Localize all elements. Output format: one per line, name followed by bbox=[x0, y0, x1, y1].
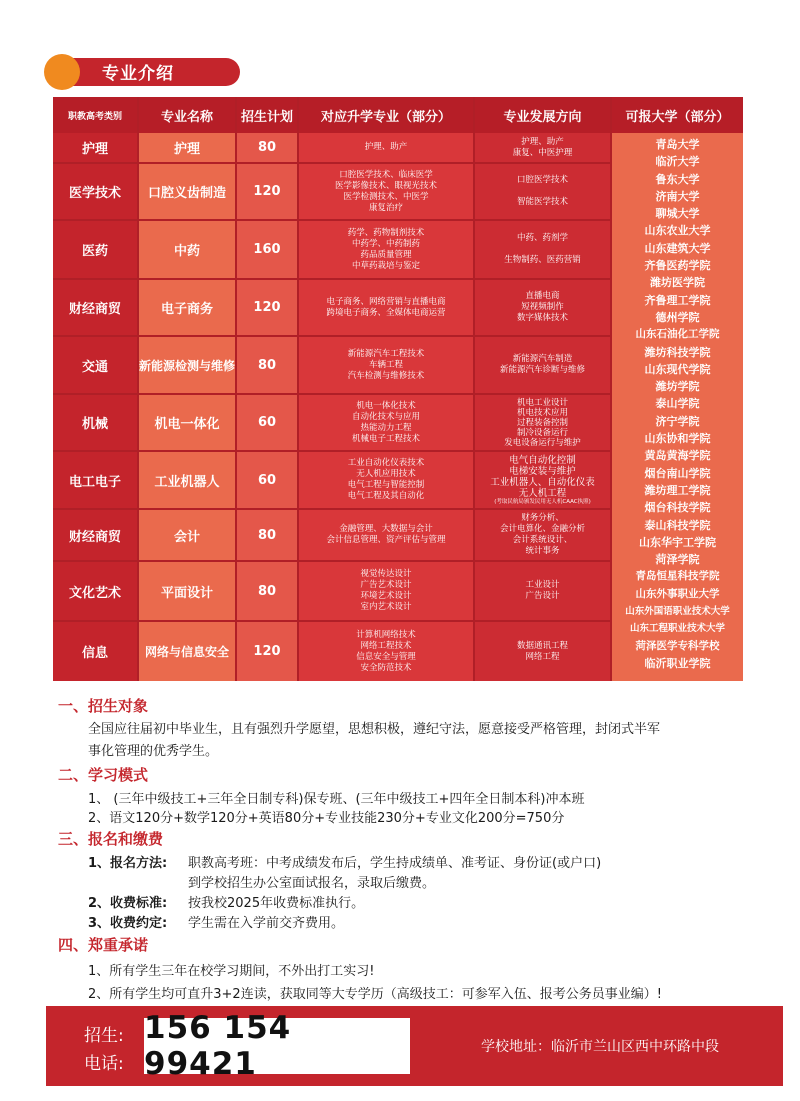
row-category: 医药 bbox=[53, 221, 137, 278]
row-plan: 120 bbox=[237, 164, 297, 219]
row-related bbox=[299, 395, 473, 450]
university-item: 山东工程职业技术大学 bbox=[629, 623, 725, 635]
direction-line: 新能源汽车制造 bbox=[512, 354, 573, 364]
university-item: 潍坊理工学院 bbox=[644, 483, 711, 497]
university-item: 青岛大学 bbox=[655, 138, 700, 151]
row-major: 工业机器人 bbox=[139, 452, 235, 508]
row-plan: 80 bbox=[237, 133, 297, 162]
university-item: 山东建筑大学 bbox=[644, 241, 711, 255]
direction-line: 数字媒体技术 bbox=[516, 313, 568, 323]
direction-line: 网络工程 bbox=[525, 651, 560, 662]
school-address: 学校地址：临沂市兰山区西中环路中段 bbox=[481, 1039, 719, 1055]
section-text: 全国应往届初中毕业生，且有强烈升学愿望，思想积极，遵纪守法，愿意接受严格管理，封闭式半军 bbox=[88, 722, 661, 737]
row-related bbox=[299, 622, 473, 681]
row-category: 交通 bbox=[53, 337, 137, 393]
university-item: 济宁学院 bbox=[655, 414, 700, 428]
direction-line: 中药、药剂学 bbox=[516, 233, 568, 243]
section-text: 事化管理的优秀学生。 bbox=[88, 744, 219, 759]
direction-line: 财务分析、 bbox=[521, 513, 564, 523]
related-line: 汽车检测与维修技术 bbox=[347, 370, 425, 381]
related-line: 网络工程技术 bbox=[360, 640, 412, 651]
university-item: 临沂大学 bbox=[655, 155, 700, 169]
related-line: 金融管理、大数据与会计 bbox=[339, 524, 433, 534]
row-direction bbox=[475, 280, 610, 335]
direction-line: 护理、助产 bbox=[521, 136, 564, 147]
related-line: 无人机应用技术 bbox=[356, 469, 416, 479]
row-direction bbox=[475, 133, 610, 162]
row-major: 新能源检测与维修 bbox=[139, 337, 235, 393]
direction-line: 短视频制作 bbox=[521, 302, 564, 312]
row-plan: 80 bbox=[237, 337, 297, 393]
row-major: 会计 bbox=[139, 510, 235, 560]
university-item: 山东外国语职业技术大学 bbox=[625, 606, 730, 618]
row-related bbox=[299, 510, 473, 560]
related-line: 安全防范技术 bbox=[360, 662, 412, 673]
university-item: 山东农业大学 bbox=[644, 224, 711, 238]
fee-agreement-label: 3、收费约定: bbox=[88, 916, 168, 931]
col-header-plan: 招生计划 bbox=[237, 97, 297, 133]
related-line: 医学影像技术、眼视光技术 bbox=[334, 180, 437, 191]
direction-line: 发电设备运行与维护 bbox=[504, 437, 581, 448]
row-direction bbox=[475, 221, 610, 278]
university-item: 德州学院 bbox=[655, 310, 700, 324]
row-category: 机械 bbox=[53, 395, 137, 450]
direction-line: 电气自动化控制 bbox=[509, 454, 576, 466]
related-line: 口腔医学技术、临床医学 bbox=[339, 169, 433, 180]
related-line: 中药学、中药制药 bbox=[351, 238, 420, 249]
row-direction bbox=[475, 337, 610, 393]
section-title-enrollment-target: 一、招生对象 bbox=[58, 697, 149, 715]
universities-list bbox=[612, 133, 743, 681]
direction-line: 康复、中医护理 bbox=[512, 147, 573, 158]
direction-line: 会计系统设计、 bbox=[512, 535, 573, 545]
col-header-related: 对应升学专业（部分） bbox=[299, 97, 473, 133]
phone-label: 电话: bbox=[84, 1054, 124, 1074]
row-direction bbox=[475, 562, 610, 620]
row-major: 机电一体化 bbox=[139, 395, 235, 450]
section-text: 2、语文120分+数学120分+英语80分+专业技能230分+专业文化200分=750分 bbox=[88, 811, 565, 826]
header-title: 专业介绍 bbox=[102, 64, 174, 84]
university-item: 烟台南山学院 bbox=[644, 466, 711, 480]
direction-line: 智能医学技术 bbox=[516, 197, 568, 207]
row-direction bbox=[475, 452, 610, 508]
row-plan: 80 bbox=[237, 510, 297, 560]
col-header-direction: 专业发展方向 bbox=[475, 97, 610, 133]
university-item: 山东华宇工学院 bbox=[639, 535, 716, 549]
row-related bbox=[299, 452, 473, 508]
university-item: 菏泽学院 bbox=[655, 553, 700, 567]
university-item: 烟台科技学院 bbox=[644, 501, 711, 515]
registration-method-text: 到学校招生办公室面试报名，录取后缴费。 bbox=[188, 876, 436, 891]
section-title-registration-fees: 三、报名和缴费 bbox=[58, 830, 164, 848]
related-line: 电气工程及其自动化 bbox=[347, 491, 425, 501]
university-item: 鲁东大学 bbox=[655, 172, 700, 186]
university-item: 山东协和学院 bbox=[644, 432, 711, 446]
row-plan: 80 bbox=[237, 562, 297, 620]
section-text: 2、所有学生均可直升3+2连读，获取同等大专学历（高级技工：可参军入伍、报考公务员事业编）! bbox=[88, 987, 662, 1002]
direction-line: 机电工业设计 bbox=[516, 397, 568, 408]
university-item: 齐鲁医药学院 bbox=[644, 259, 711, 273]
section-title-study-mode: 二、学习模式 bbox=[58, 766, 149, 784]
phone-number[interactable]: 156 154 99421 bbox=[144, 1018, 410, 1074]
university-item: 齐鲁理工学院 bbox=[644, 293, 711, 307]
col-header-category: 职教高考类别 bbox=[53, 97, 137, 133]
row-category: 医学技术 bbox=[53, 164, 137, 219]
row-related bbox=[299, 562, 473, 620]
related-line: 药学、药物制剂技术 bbox=[347, 227, 425, 238]
university-item: 聊城大学 bbox=[655, 207, 700, 221]
university-item: 潍坊科技学院 bbox=[644, 345, 711, 359]
direction-line: 广告设计 bbox=[525, 591, 560, 601]
majors-table bbox=[53, 97, 743, 681]
fee-standard-label: 2、收费标准: bbox=[88, 896, 168, 911]
related-line: 热能动力工程 bbox=[360, 422, 412, 433]
row-category: 护理 bbox=[53, 133, 137, 162]
university-item: 山东现代学院 bbox=[644, 362, 711, 376]
row-major: 中药 bbox=[139, 221, 235, 278]
row-plan: 120 bbox=[237, 622, 297, 681]
related-line: 中草药栽培与鉴定 bbox=[351, 260, 420, 271]
related-line: 室内艺术设计 bbox=[360, 602, 412, 612]
registration-method-text: 职教高考班：中考成绩发布后，学生持成绩单、准考证、身份证(或户口) bbox=[188, 856, 602, 871]
related-line: 环境艺术设计 bbox=[360, 591, 412, 601]
section-header bbox=[44, 54, 240, 88]
fee-agreement-text: 学生需在入学前交齐费用。 bbox=[188, 916, 345, 931]
row-related bbox=[299, 164, 473, 219]
related-line: 康复治疗 bbox=[368, 202, 403, 213]
row-direction bbox=[475, 164, 610, 219]
university-item: 青岛恒星科技学院 bbox=[635, 570, 720, 583]
university-item: 山东外事职业大学 bbox=[635, 587, 720, 600]
section-title-commitment: 四、郑重承诺 bbox=[58, 936, 149, 954]
related-line: 药品质量管理 bbox=[360, 249, 412, 260]
row-plan: 160 bbox=[237, 221, 297, 278]
related-line: 医学检测技术、中医学 bbox=[343, 191, 429, 202]
direction-line: 生物制药、医药营销 bbox=[504, 255, 581, 265]
col-header-universities: 可报大学（部分） bbox=[612, 97, 743, 133]
related-line: 护理、助产 bbox=[364, 142, 408, 152]
row-plan: 60 bbox=[237, 395, 297, 450]
university-item: 潍坊医学院 bbox=[650, 276, 705, 290]
row-category: 信息 bbox=[53, 622, 137, 681]
row-related bbox=[299, 337, 473, 393]
related-line: 新能源汽车工程技术 bbox=[347, 348, 425, 359]
fee-standard-text: 按我校2025年收费标准执行。 bbox=[188, 896, 365, 911]
direction-line: 口腔医学技术 bbox=[516, 175, 568, 185]
related-line: 视觉传达设计 bbox=[360, 569, 412, 579]
university-item: 济南大学 bbox=[655, 189, 700, 203]
direction-line: 制冷设备运行 bbox=[516, 427, 568, 438]
row-plan: 60 bbox=[237, 452, 297, 508]
registration-method-label: 1、报名方法: bbox=[88, 856, 168, 871]
section-text: 1、 (三年中级技工+三年全日制专科)保专班、(三年中级技工+四年全日制本科)冲本班 bbox=[88, 792, 585, 807]
university-item: 潍坊学院 bbox=[655, 380, 700, 394]
col-header-major: 专业名称 bbox=[139, 97, 235, 133]
related-line: 车辆工程 bbox=[368, 359, 403, 370]
direction-line: 过程装备控制 bbox=[516, 417, 568, 428]
direction-line: 直播电商 bbox=[525, 291, 560, 301]
related-line: 机电一体化技术 bbox=[356, 400, 416, 411]
related-line: 广告艺术设计 bbox=[360, 580, 412, 590]
university-item: 泰山科技学院 bbox=[644, 518, 711, 532]
section-text: 1、所有学生三年在校学习期间，不外出打工实习! bbox=[88, 964, 375, 979]
direction-line: 工业机器人、自动化仪表 bbox=[490, 476, 595, 488]
related-line: 跨境电子商务、全媒体电商运营 bbox=[326, 307, 446, 318]
contact-footer bbox=[46, 1006, 783, 1086]
related-line: 电气工程与智能控制 bbox=[347, 480, 425, 490]
row-category: 电工电子 bbox=[53, 452, 137, 508]
row-related bbox=[299, 221, 473, 278]
row-plan: 120 bbox=[237, 280, 297, 335]
direction-line: 机电技术应用 bbox=[516, 407, 568, 418]
row-related bbox=[299, 133, 473, 162]
row-major: 护理 bbox=[139, 133, 235, 162]
row-major: 电子商务 bbox=[139, 280, 235, 335]
row-direction bbox=[475, 510, 610, 560]
related-line: 计算机网络技术 bbox=[356, 629, 416, 640]
direction-line: 电梯安装与维护 bbox=[509, 465, 576, 477]
university-item: 山东石油化工学院 bbox=[635, 328, 720, 341]
related-line: 信息安全与管理 bbox=[356, 651, 416, 662]
related-line: 机械电子工程技术 bbox=[351, 433, 420, 444]
row-major: 平面设计 bbox=[139, 562, 235, 620]
row-major: 口腔义齿制造 bbox=[139, 164, 235, 219]
university-item: 黄岛黄海学院 bbox=[644, 449, 711, 463]
direction-line: 统计事务 bbox=[525, 546, 560, 556]
row-major: 网络与信息安全 bbox=[139, 622, 235, 681]
row-category: 文化艺术 bbox=[53, 562, 137, 620]
header-dot-icon bbox=[44, 54, 80, 90]
direction-line: 无人机工程 bbox=[518, 487, 567, 499]
direction-line: 新能源汽车诊断与维修 bbox=[499, 365, 585, 375]
university-item: 菏泽医学专科学校 bbox=[635, 639, 720, 652]
direction-line: 工业设计 bbox=[525, 580, 560, 590]
row-category: 财经商贸 bbox=[53, 280, 137, 335]
row-direction bbox=[475, 622, 610, 681]
related-line: 工业自动化仪表技术 bbox=[347, 458, 425, 468]
row-related bbox=[299, 280, 473, 335]
direction-line: 会计电算化、金融分析 bbox=[499, 524, 585, 534]
direction-note: (考取民航局颁发民用无人机CAAC执照) bbox=[494, 498, 591, 505]
university-item: 临沂职业学院 bbox=[644, 656, 711, 670]
enrollment-label: 招生: bbox=[84, 1026, 124, 1046]
direction-line: 数据通讯工程 bbox=[516, 640, 568, 651]
related-line: 自动化技术与应用 bbox=[351, 411, 420, 422]
row-direction bbox=[475, 395, 610, 450]
related-line: 会计信息管理、资产评估与管理 bbox=[326, 535, 446, 545]
row-category: 财经商贸 bbox=[53, 510, 137, 560]
related-line: 电子商务、网络营销与直播电商 bbox=[326, 296, 446, 307]
university-item: 泰山学院 bbox=[655, 397, 700, 411]
